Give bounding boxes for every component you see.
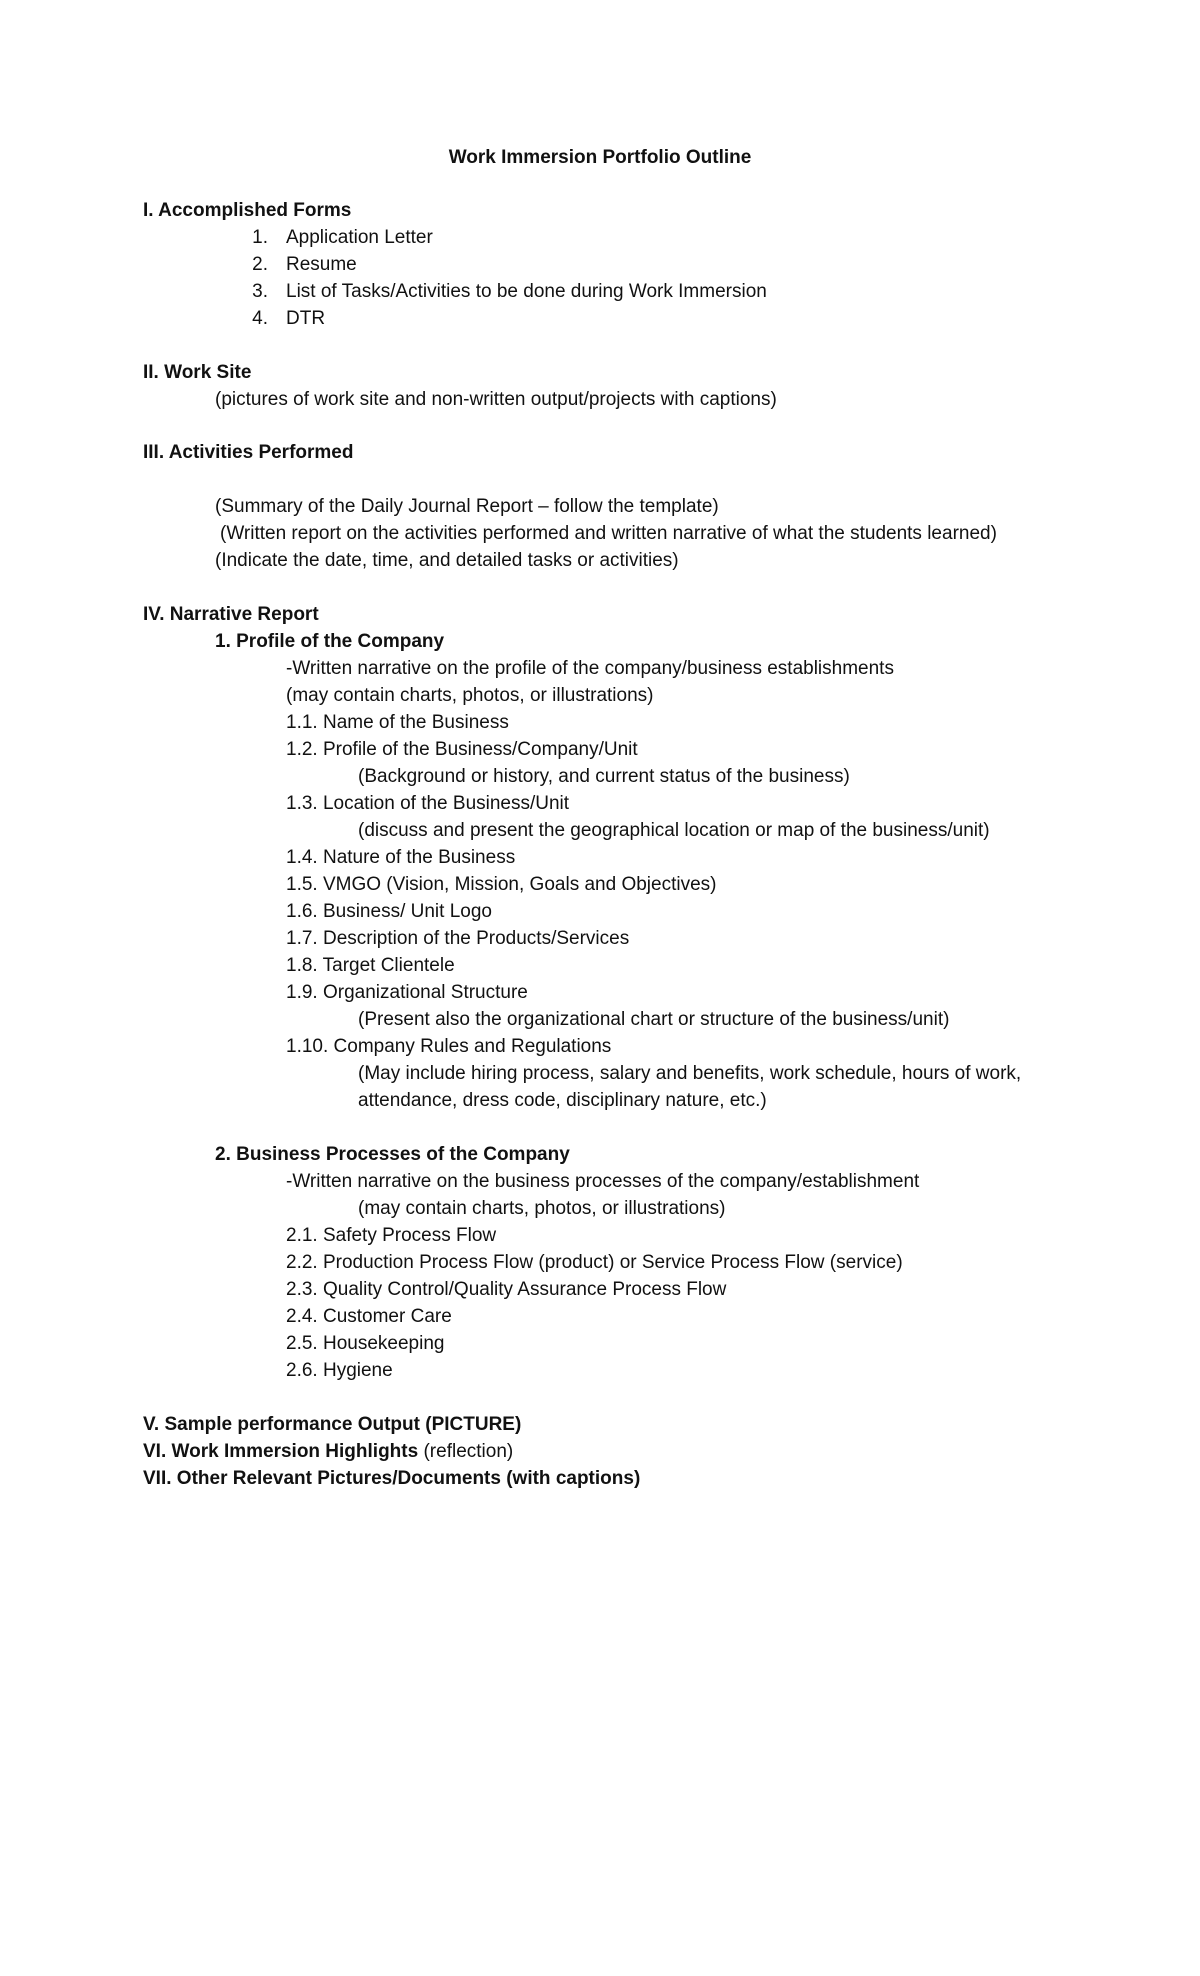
document-title: Work Immersion Portfolio Outline bbox=[448, 147, 752, 168]
list-number: 4. bbox=[252, 308, 268, 329]
outline-item: 1.10. Company Rules and Regulations bbox=[286, 1036, 612, 1057]
section-6-line bbox=[143, 1439, 513, 1465]
subsection-1-heading: 1. Profile of the Company bbox=[215, 631, 445, 652]
section-3-heading: III. Activities Performed bbox=[143, 442, 354, 463]
outline-item-note: (May include hiring process, salary and benefits, work schedule, hours of work, bbox=[358, 1063, 1022, 1084]
outline-item: 2.3. Quality Control/Quality Assurance Process Flow bbox=[286, 1279, 727, 1300]
list-item: List of Tasks/Activities to be done during Work Immersion bbox=[286, 281, 767, 302]
section-2-note: (pictures of work site and non-written output/projects with captions) bbox=[215, 389, 777, 410]
outline-item: 2.5. Housekeeping bbox=[286, 1333, 445, 1354]
list-number: 3. bbox=[252, 281, 268, 302]
outline-item: 2.1. Safety Process Flow bbox=[286, 1225, 497, 1246]
section-7-heading: VII. Other Relevant Pictures/Documents (with captions) bbox=[143, 1468, 641, 1489]
outline-item: 1.5. VMGO (Vision, Mission, Goals and Objectives) bbox=[286, 874, 717, 895]
section-2-heading: II. Work Site bbox=[143, 362, 252, 383]
outline-item: 1.7. Description of the Products/Services bbox=[286, 928, 630, 949]
outline-item: 2.2. Production Process Flow (product) or Service Process Flow (service) bbox=[286, 1252, 903, 1273]
outline-item: 1.9. Organizational Structure bbox=[286, 982, 528, 1003]
section-6-suffix: (reflection) bbox=[418, 1441, 514, 1462]
subsection-2-intro: -Written narrative on the business processes of the company/establishment bbox=[286, 1171, 920, 1192]
section-3-note: (Indicate the date, time, and detailed tasks or activities) bbox=[215, 550, 679, 571]
outline-item: 1.2. Profile of the Business/Company/Unit bbox=[286, 739, 638, 760]
outline-item: 1.1. Name of the Business bbox=[286, 712, 509, 733]
section-3-note: (Summary of the Daily Journal Report – follow the template) bbox=[215, 496, 719, 517]
section-3-note: (Written report on the activities performed and written narrative of what the students learned) bbox=[220, 523, 997, 544]
outline-item: 2.6. Hygiene bbox=[286, 1360, 393, 1381]
outline-item-note: (Present also the organizational chart or structure of the business/unit) bbox=[358, 1009, 950, 1030]
subsection-2-heading: 2. Business Processes of the Company bbox=[215, 1144, 570, 1165]
subsection-1-intro: -Written narrative on the profile of the company/business establishments bbox=[286, 658, 894, 679]
outline-item-note: (Background or history, and current status of the business) bbox=[358, 766, 850, 787]
list-item: Resume bbox=[286, 254, 357, 275]
subsection-1-intro: (may contain charts, photos, or illustrations) bbox=[286, 685, 654, 706]
list-item: DTR bbox=[286, 308, 326, 329]
section-4-heading: IV. Narrative Report bbox=[143, 604, 319, 625]
list-number: 2. bbox=[252, 254, 268, 275]
section-6-heading: VI. Work Immersion Highlights bbox=[143, 1441, 419, 1462]
subsection-2-intro: (may contain charts, photos, or illustrations) bbox=[358, 1198, 726, 1219]
outline-item: 2.4. Customer Care bbox=[286, 1306, 452, 1327]
section-5-heading: V. Sample performance Output (PICTURE) bbox=[143, 1414, 522, 1435]
section-1-heading: I. Accomplished Forms bbox=[143, 200, 352, 221]
outline-item-note: attendance, dress code, disciplinary nature, etc.) bbox=[358, 1090, 767, 1111]
outline-item-note: (discuss and present the geographical location or map of the business/unit) bbox=[358, 820, 990, 841]
outline-item: 1.6. Business/ Unit Logo bbox=[286, 901, 492, 922]
outline-item: 1.3. Location of the Business/Unit bbox=[286, 793, 570, 814]
outline-item: 1.8. Target Clientele bbox=[286, 955, 455, 976]
list-number: 1. bbox=[252, 227, 268, 248]
outline-item: 1.4. Nature of the Business bbox=[286, 847, 516, 868]
list-item: Application Letter bbox=[286, 227, 433, 248]
